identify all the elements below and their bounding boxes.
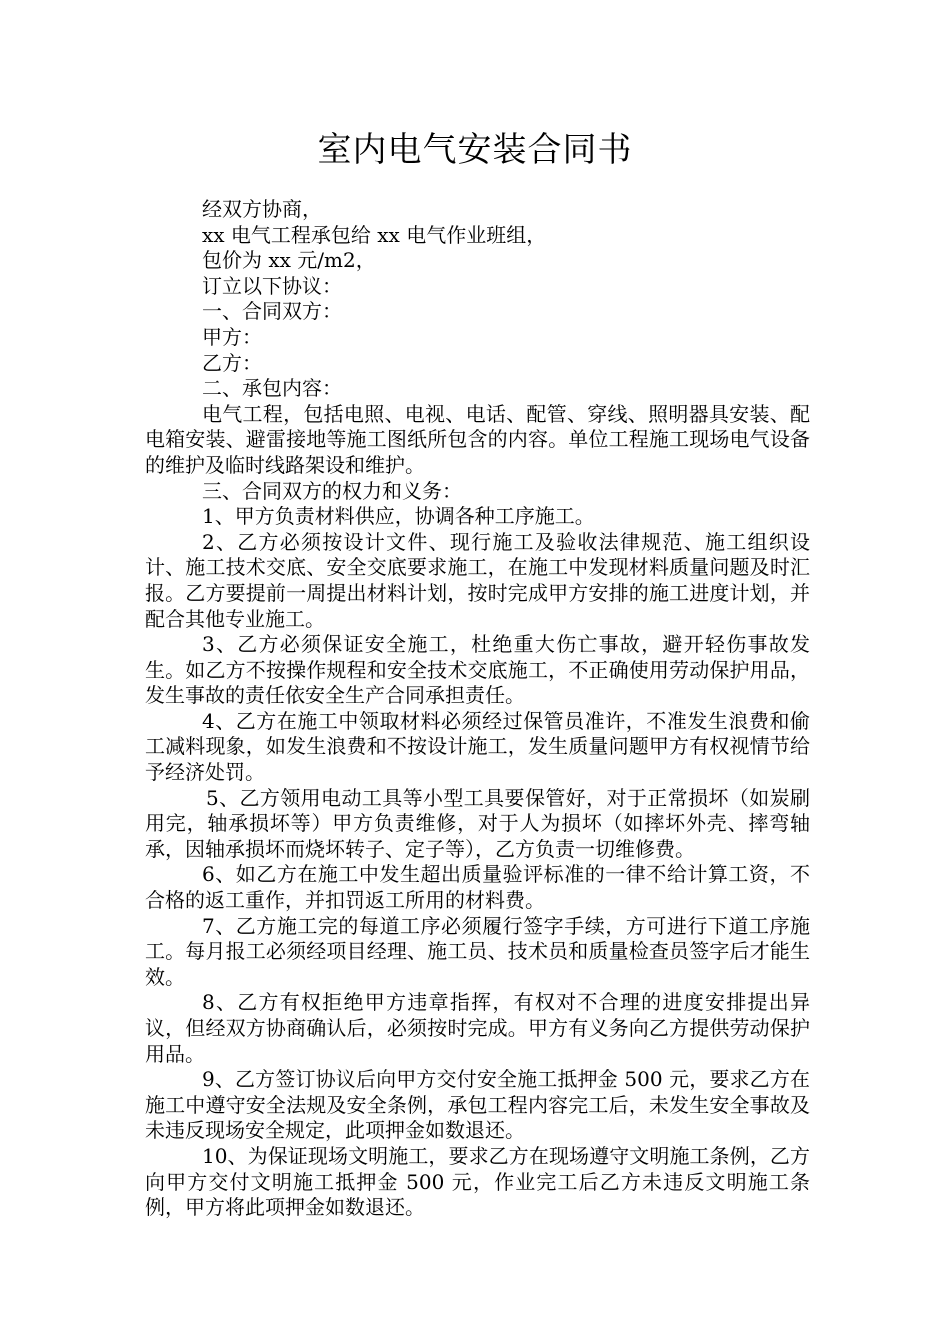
clause-paragraph: 2、乙方必须按设计文件、现行施工及验收法律规范、施工组织设计、施工技术交底、安全交底要求施工，在施工中发现材料质量问题及时汇报。乙方要提前一周提出材料计划，按时完成甲方安排的施工进度计划，并配合其他专业施工。 (145, 529, 810, 631)
clause-paragraph: 7、乙方施工完的每道工序必须履行签字手续，方可进行下道工序施工。每月报工必须经项目经理、施工员、技术员和质量检查员签字后才能生效。 (145, 913, 810, 989)
section-heading: 一、合同双方： (202, 299, 342, 324)
party-a-label: 甲方： (202, 324, 262, 349)
clause-paragraph: 3、乙方必须保证安全施工，杜绝重大伤亡事故，避开轻伤事故发生。如乙方不按操作规程和安全技术交底施工，不正确使用劳动保护用品，发生事故的责任依安全生产合同承担责任。 (145, 632, 810, 708)
clause-paragraph: 8、乙方有权拒绝甲方违章指挥，有权对不合理的进度安排提出异议，但经双方协商确认后，必须按时完成。甲方有义务向乙方提供劳动保护用品。 (145, 990, 810, 1066)
intro-line: xx 电气工程承包给 xx 电气作业班组， (202, 222, 547, 247)
intro-line: 经双方协商， (202, 197, 322, 221)
document-body (145, 197, 810, 1221)
scope-paragraph: 电气工程，包括电照、电视、电话、配管、穿线、照明器具安装、配电箱安装、避雷接地等施工图纸所包含的内容。单位工程施工现场电气设备的维护及临时线路架设和维护。 (145, 401, 810, 477)
section-heading: 二、承包内容： (202, 376, 342, 401)
intro-line: 订立以下协议： (202, 273, 342, 298)
clause-paragraph: 6、如乙方在施工中发生超出质量验评标准的一律不给计算工资，不合格的返工重作，并扣罚返工所用的材料费。 (145, 862, 810, 913)
clause-paragraph: 1、甲方负责材料供应，协调各种工序施工。 (202, 504, 595, 529)
party-b-label: 乙方： (202, 350, 262, 375)
document-title: 室内电气安装合同书 (317, 130, 633, 170)
clause-paragraph: 4、乙方在施工中领取材料必须经过保管员准许，不准发生浪费和偷工减料现象，如发生浪费和不按设计施工，发生质量问题甲方有权视情节给予经济处罚。 (145, 708, 810, 785)
clause-paragraph: 5、乙方领用电动工具等小型工具要保管好，对于正常损坏（如炭刷用完，轴承损坏等）甲方负责维修，对于人为损坏（如摔坏外壳、摔弯轴承，因轴承损坏而烧坏转子、定子等），乙方负责一切维修费。 (145, 785, 810, 861)
clause-paragraph: 10、为保证现场文明施工，要求乙方在现场遵守文明施工条例，乙方向甲方交付文明施工抵押金 500 元，作业完工后乙方未违反文明施工条例，甲方将此项押金如数退还。 (145, 1143, 810, 1220)
section-heading: 三、合同双方的权力和义务： (202, 478, 462, 503)
intro-line: 包价为 xx 元/m2， (202, 248, 376, 273)
clause-paragraph: 9、乙方签订协议后向甲方交付安全施工抵押金 500 元，要求乙方在施工中遵守安全法规及安全条例，承包工程内容完工后，未发生安全事故及未违反现场安全规定，此项押金如数退还。 (145, 1067, 810, 1143)
